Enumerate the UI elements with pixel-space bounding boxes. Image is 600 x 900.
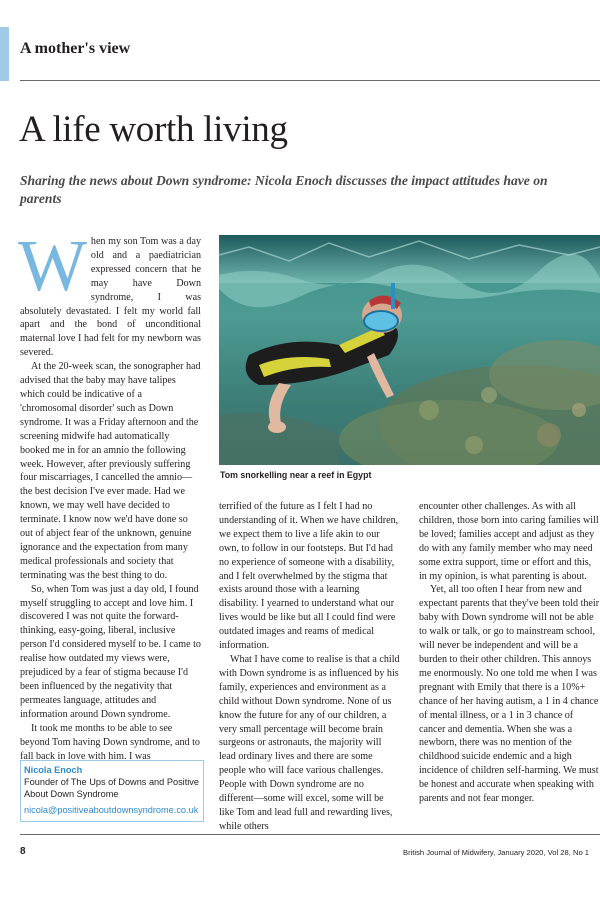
photo-caption: Tom snorkelling near a reef in Egypt	[220, 470, 372, 480]
snorkel-photo	[219, 235, 600, 465]
paragraph: terrified of the future as I felt I had no understanding of it. When we have children, we expect them to live a life akin to our own, to follow in our footsteps. But I'd had no experience of someone with a disability, and I felt overwhelmed by the stigma that exists around those with a learning disability. I yearned to understand what our lives would be like but all I could find were outdated images and reams of medical information.	[219, 501, 399, 652]
header-rule	[20, 80, 600, 81]
page-number: 8	[20, 846, 26, 857]
section-label: A mother's view	[20, 40, 131, 57]
author-name: Nicola Enoch	[24, 765, 83, 775]
opening-paragraph	[18, 225, 201, 360]
opening-text: hen my son Tom was a day old and a paediatrician expressed concern that he may have Down syndrome, I was absolutely devastated. I felt my world fall apart and the bond of unconditional maternal love I had felt for my newborn was severed.	[20, 236, 201, 359]
author-email-link[interactable]: nicola@positiveaboutdownsyndrome.co.uk	[24, 805, 199, 815]
paragraph: encounter other challenges. As with all children, those born into caring families will be loved; families accept and adjust as they do with any family member who may need some extra support, time or effort and this, in my opinion, is what parenting is about.	[419, 501, 599, 582]
article-standfirst: Sharing the news about Down syndrome: Nicola Enoch discusses the impact attitudes have on parents	[20, 173, 548, 206]
text-column-3	[419, 500, 600, 806]
paragraph: So, when Tom was just a day old, I found myself struggling to accept and love him. I discovered I was not quite the forward-thinking, easy-going, liberal, inclusive person I'd considered myself to be. I came to realise how outdated my views were, prejudiced by a fear of stigma because I'd been influenced by the negativity that permeates language, attitudes and information around Down syndrome.	[20, 583, 201, 720]
text-column-2	[219, 500, 400, 834]
drop-cap: W	[18, 225, 87, 306]
paragraph: What I have come to realise is that a child with Down syndrome is as influenced by his family, experiences and environment as a child without Down syndrome. None of us know the future for any of our children, a very small percentage will become brain surgeons or astronauts, the majority will lead ordinary lives and there are some people who will face various challenges. People with Down syndrome are no different—some will excel, some will be like Tom and lead full and rewarding lives, while others	[219, 653, 400, 832]
paragraph: At the 20-week scan, the sonographer had advised that the baby may have talipes which could be indicative of a 'chromosomal disorder' such as Down syndrome. It was a Friday afternoon and the screening midwife had automatically booked me in for an amnio the following week. However, after previously suffering four miscarriages, I cancelled the amnio—the best decision I've ever made. Had we known, we may well have decided to terminate. I know now we'd have done so out of abject fear of the unknown, genuine ignorance and the expectation from many medical professionals and society that terminating was the best thing to do.	[20, 361, 201, 581]
article-title: A life worth living	[19, 109, 288, 150]
section-accent-bar	[0, 27, 9, 81]
paragraph: It took me months to be able to see beyond Tom having Down syndrome, and to fall back in love with him. I was	[20, 722, 200, 762]
author-bio-box	[20, 760, 204, 822]
paragraph: Yet, all too often I hear from new and expectant parents that they've been told their baby with Down syndrome will not be able to walk or talk, or go to mainstream school, will never be independent and will be a burden to their other children. This annoys me enormously. No one told me when I was pregnant with Emily that there is a 10%+ chance of her having autism, a 1 in 4 chance of mental illness, or a 1 in 3 chance of cancer and dementia. When she was a newborn, there was no mention of the childhood suicide endemic and a high incidence of children self-harming. We must be honest and accurate when speaking with parents and not fear monger.	[419, 584, 600, 805]
text-column-1	[18, 225, 201, 763]
journal-reference: British Journal of Midwifery, January 2020, Vol 28, No 1	[403, 848, 589, 857]
footer-rule	[20, 834, 600, 835]
author-role: Founder of The Ups of Downs and Positive About Down Syndrome	[24, 777, 199, 799]
